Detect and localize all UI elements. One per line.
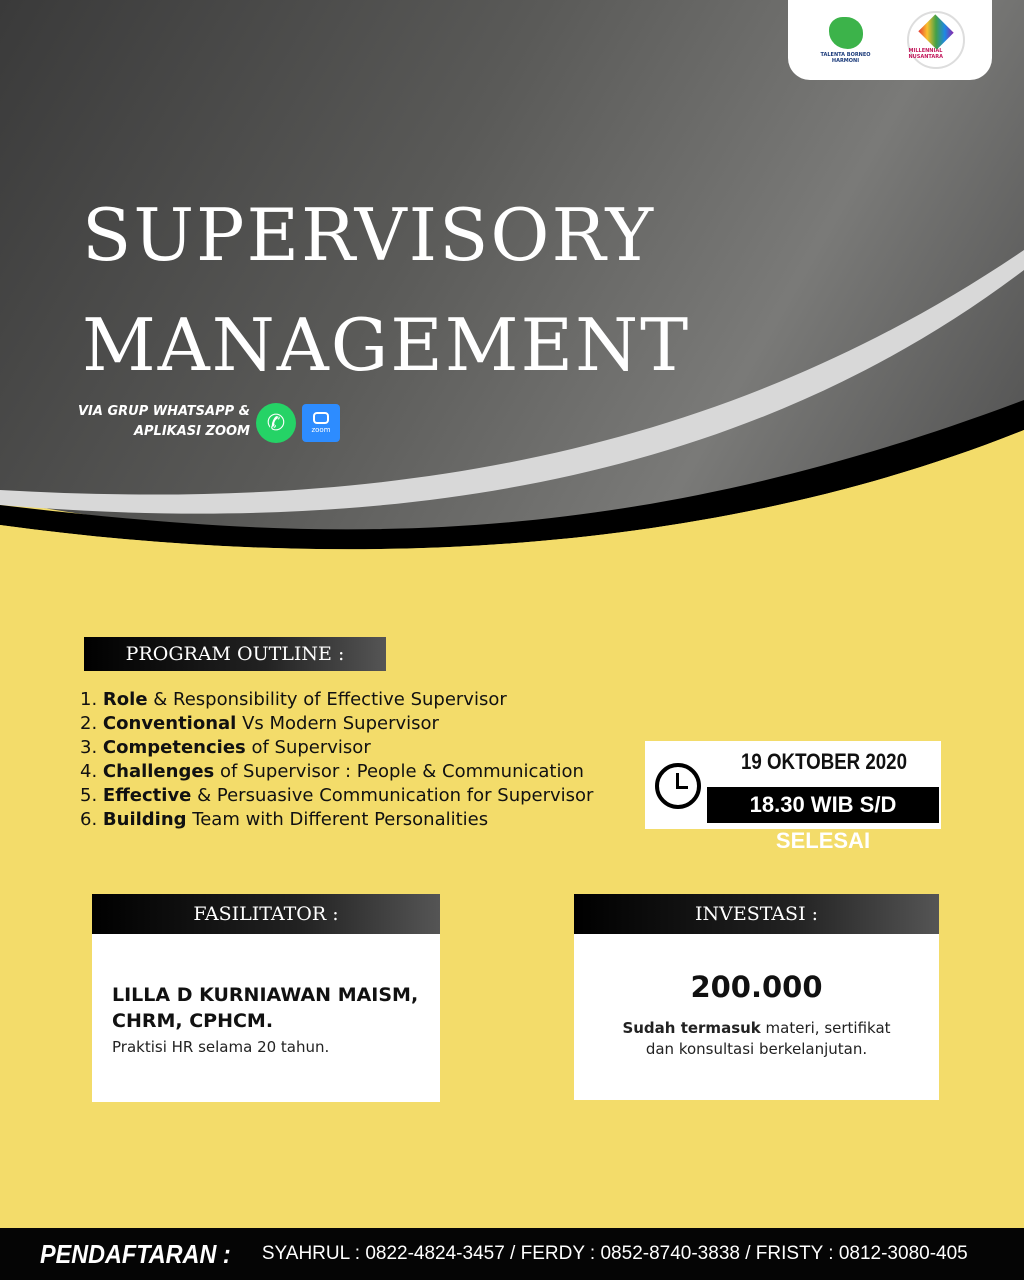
- list-item: 3. Competencies of Supervisor: [80, 737, 371, 758]
- millennial-nusantara-logo: [907, 11, 965, 69]
- list-item: 6. Building Team with Different Personalities: [80, 809, 489, 830]
- clock-icon: [655, 763, 701, 809]
- talenta-borneo-logo: [816, 17, 876, 64]
- schedule-box: [645, 741, 941, 853]
- facilitator-description: Praktisi HR selama 20 tahun.: [112, 1038, 330, 1056]
- outline-header-text: PROGRAM OUTLINE :: [125, 643, 345, 665]
- title-line-1: SUPERVISORY: [82, 193, 655, 277]
- page-title: [82, 180, 690, 400]
- list-item: 1. Role & Responsibility of Effective Supervisor: [80, 689, 507, 710]
- via-line-1: VIA GRUP WHATSAPP &: [77, 404, 250, 419]
- zoom-icon: [302, 404, 340, 442]
- list-item: 2. Conventional Vs Modern Supervisor: [80, 713, 439, 734]
- note-bold: Sudah termasuk: [622, 1019, 761, 1037]
- event-time: 18.30 WIB S/D SELESAI: [707, 787, 939, 823]
- investment-header: [574, 894, 939, 934]
- investment-note: [614, 1018, 899, 1060]
- program-outline-header: [84, 637, 386, 671]
- via-line-2: APLIKASI ZOOM: [133, 424, 250, 439]
- list-item: 4. Challenges of Supervisor : People & Communication: [80, 761, 584, 782]
- investment-price: 200.000: [690, 970, 823, 1004]
- facilitator-header-text: FASILITATOR :: [193, 903, 339, 925]
- whatsapp-icon: ✆: [256, 403, 296, 443]
- investment-header-text: INVESTASI :: [694, 903, 819, 925]
- list-item: 5. Effective & Persuasive Communication for Supervisor: [80, 785, 594, 806]
- note-rest: materi, sertifikat dan konsultasi berkelanjutan.: [645, 1019, 891, 1058]
- registration-footer: [0, 1228, 1024, 1280]
- registration-label: PENDAFTARAN :: [40, 1238, 231, 1269]
- logo-text: MILLENNIAL NUSANTARA: [908, 48, 944, 60]
- logo-text: TALENTA BORNEO HARMONI: [820, 51, 871, 64]
- investment-card: [574, 894, 939, 1100]
- title-line-2: MANAGEMENT: [82, 303, 691, 387]
- program-outline-list: [80, 688, 593, 832]
- facilitator-card: [92, 894, 440, 1102]
- zoom-label: zoom: [311, 426, 331, 434]
- facilitator-header: [92, 894, 440, 934]
- registration-contacts: SYAHRUL : 0822-4824-3457 / FERDY : 0852-8740-3838 / FRISTY : 0812-3080-405: [261, 1243, 968, 1264]
- via-text: [70, 402, 250, 442]
- partner-logos: [788, 0, 992, 80]
- event-date: 19 OKTOBER 2020: [741, 749, 907, 774]
- facilitator-name: LILLA D KURNIAWAN MAISM, CHRM, CPHCM.: [112, 984, 419, 1032]
